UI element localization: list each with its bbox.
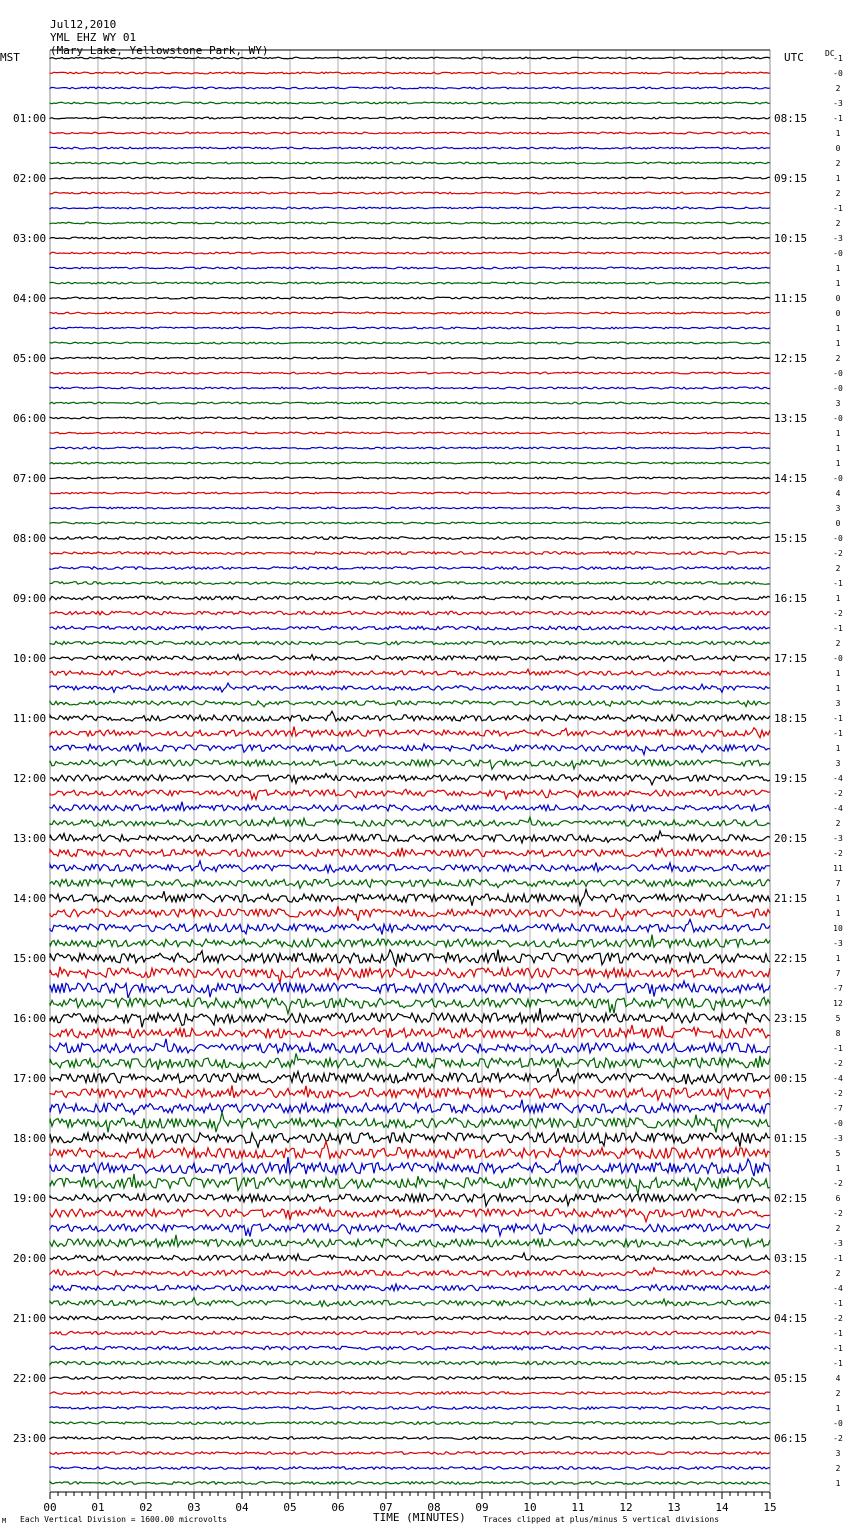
trace-line (50, 1407, 770, 1410)
utc-hour-label: 17:15 (774, 652, 808, 665)
trace-line (50, 1207, 770, 1222)
dc-offset-label: 7 (835, 879, 841, 888)
trace-line (50, 802, 770, 811)
dc-offset-label: -3 (833, 834, 843, 843)
dc-offset-label: -2 (833, 1209, 843, 1218)
trace-line (50, 950, 770, 966)
trace-line (50, 1085, 770, 1100)
utc-hour-label: 01:15 (774, 1132, 808, 1145)
dc-offset-label: 3 (835, 1449, 841, 1458)
utc-hour-label: 18:15 (774, 712, 808, 725)
trace-line (50, 611, 770, 615)
mark-label: M (2, 1517, 7, 1525)
dc-offset-label: 1 (835, 1404, 841, 1413)
dc-offset-label: -0 (833, 369, 843, 378)
dc-offset-label: 2 (835, 84, 841, 93)
dc-offset-label: 2 (835, 219, 841, 228)
dc-offset-label: -4 (833, 804, 843, 813)
dc-offset-label: -2 (833, 789, 843, 798)
dc-offset-label: -2 (833, 609, 843, 618)
dc-offset-label: 4 (835, 1374, 841, 1383)
trace-line (50, 1284, 770, 1291)
mst-hour-label: 02:00 (13, 172, 47, 185)
trace-line (50, 1298, 770, 1307)
dc-offset-label: -1 (833, 1044, 843, 1053)
trace-line (50, 432, 770, 434)
dc-offset-label: -3 (833, 99, 843, 108)
dc-offset-label: 0 (835, 519, 841, 528)
trace-line (50, 567, 770, 570)
dc-offset-label: 1 (835, 459, 841, 468)
trace-line (50, 522, 770, 524)
trace-line (50, 789, 770, 799)
x-tick-label: 15 (763, 1501, 777, 1514)
dc-offset-label: 2 (835, 639, 841, 648)
x-tick-label: 00 (43, 1501, 57, 1514)
dc-offset-label: -1 (833, 1359, 843, 1368)
utc-hour-label: 06:15 (774, 1432, 808, 1445)
dc-offset-label: -7 (833, 1104, 843, 1113)
dc-offset-label: -2 (833, 1434, 843, 1443)
dc-offset-label: -3 (833, 1239, 843, 1248)
trace-line (50, 1316, 770, 1320)
dc-offset-label: 3 (835, 504, 841, 513)
dc-offset-label: 0 (835, 294, 841, 303)
x-tick-label: 11 (571, 1501, 585, 1514)
utc-hour-label: 16:15 (774, 592, 808, 605)
dc-offset-label: 1 (835, 1479, 841, 1488)
utc-hour-label: 14:15 (774, 472, 808, 485)
mst-hour-label: 13:00 (13, 832, 47, 845)
x-axis-title: TIME (MINUTES) (373, 1511, 466, 1524)
trace-line (50, 1025, 770, 1038)
mst-hour-label: 01:00 (13, 112, 47, 125)
trace-line (50, 252, 770, 254)
trace-line (50, 1235, 770, 1247)
dc-offset-label: 1 (835, 1164, 841, 1173)
x-tick-label: 04 (235, 1501, 249, 1514)
mst-hour-label: 04:00 (13, 292, 47, 305)
trace-line (50, 774, 770, 785)
trace-line (50, 701, 770, 707)
mst-hour-label: 23:00 (13, 1432, 47, 1445)
trace-line (50, 447, 770, 449)
dc-offset-label: -0 (833, 534, 843, 543)
trace-line (50, 492, 770, 494)
trace-line (50, 1253, 770, 1261)
trace-line (50, 402, 770, 404)
trace-line (50, 760, 770, 769)
utc-hour-label: 04:15 (774, 1312, 808, 1325)
dc-offset-label: -2 (833, 849, 843, 858)
trace-line (50, 222, 770, 224)
trace-line (50, 817, 770, 826)
mst-hour-label: 03:00 (13, 232, 47, 245)
dc-offset-label: -2 (833, 1179, 843, 1188)
trace-line (50, 192, 770, 194)
trace-line (50, 417, 770, 419)
dc-offset-label: -1 (833, 714, 843, 723)
trace-line (50, 848, 770, 857)
trace-line (50, 582, 770, 585)
dc-offset-label: -4 (833, 1284, 843, 1293)
dc-offset-label: -0 (833, 474, 843, 483)
x-tick-label: 07 (379, 1501, 393, 1514)
trace-line (50, 1268, 770, 1277)
utc-hour-label: 02:15 (774, 1192, 808, 1205)
mst-hour-label: 09:00 (13, 592, 47, 605)
trace-line (50, 861, 770, 873)
trace-line (50, 1467, 770, 1470)
trace-line (50, 1174, 770, 1194)
dc-offset-label: -1 (833, 729, 843, 738)
dc-offset-label: -1 (833, 1254, 843, 1263)
dc-offset-label: 2 (835, 564, 841, 573)
utc-hour-label: 03:15 (774, 1252, 808, 1265)
right-axis-title: UTC (784, 51, 804, 64)
dc-offset-label: 10 (833, 924, 843, 933)
dc-offset-label: -0 (833, 1119, 843, 1128)
dc-offset-label: 1 (835, 279, 841, 288)
trace-line (50, 1157, 770, 1176)
trace-line (50, 147, 770, 149)
mst-hour-label: 20:00 (13, 1252, 47, 1265)
trace-line (50, 1437, 770, 1440)
dc-offset-label: -1 (833, 1299, 843, 1308)
utc-hour-label: 20:15 (774, 832, 808, 845)
trace-line (50, 889, 770, 905)
dc-offset-label: 1 (835, 324, 841, 333)
utc-hour-label: 05:15 (774, 1372, 808, 1385)
dc-offset-label: -0 (833, 1419, 843, 1428)
location-label: (Mary Lake, Yellowstone Park, WY) (50, 44, 269, 57)
trace-line (50, 981, 770, 998)
mst-hour-label: 05:00 (13, 352, 47, 365)
utc-hour-label: 21:15 (774, 892, 808, 905)
trace-line (50, 919, 770, 934)
dc-offset-label: 0 (835, 144, 841, 153)
trace-line (50, 1133, 770, 1148)
x-tick-label: 13 (667, 1501, 681, 1514)
dc-offset-label: -2 (833, 1089, 843, 1098)
utc-hour-label: 22:15 (774, 952, 808, 965)
trace-line (50, 507, 770, 509)
dc-offset-label: 1 (835, 894, 841, 903)
trace-line (50, 162, 770, 164)
trace-line (50, 1361, 770, 1365)
dc-offset-label: 1 (835, 954, 841, 963)
utc-hour-label: 15:15 (774, 532, 808, 545)
dc-offset-label: -0 (833, 654, 843, 663)
dc-offset-label: 3 (835, 699, 841, 708)
trace-line (50, 462, 770, 464)
trace-line (50, 267, 770, 269)
trace-line (50, 387, 770, 389)
dc-offset-label: -0 (833, 249, 843, 258)
utc-hour-label: 08:15 (774, 112, 808, 125)
dc-offset-label: -1 (833, 579, 843, 588)
dc-offset-label: 2 (835, 354, 841, 363)
trace-line (50, 1346, 770, 1350)
dc-offset-label: 5 (835, 1149, 841, 1158)
dc-offset-label: -0 (833, 384, 843, 393)
utc-hour-label: 13:15 (774, 412, 808, 425)
dc-offset-label: -1 (833, 1329, 843, 1338)
mst-hour-label: 22:00 (13, 1372, 47, 1385)
utc-hour-label: 19:15 (774, 772, 808, 785)
dc-offset-label: 2 (835, 1464, 841, 1473)
trace-line (50, 669, 770, 676)
dc-offset-label: -1 (833, 1344, 843, 1353)
dc-offset-label: -1 (833, 54, 843, 63)
seismic-traces (50, 57, 770, 1484)
dc-offset-label: 4 (835, 489, 841, 498)
x-tick-label: 06 (331, 1501, 345, 1514)
dc-offset-label: 1 (835, 669, 841, 678)
dc-offset-label: 1 (835, 429, 841, 438)
trace-line (50, 1482, 770, 1485)
dc-offset-label: 11 (833, 864, 843, 873)
dc-offset-label: 1 (835, 174, 841, 183)
trace-line (50, 237, 770, 239)
x-tick-label: 14 (715, 1501, 729, 1514)
dc-offset-label: -3 (833, 939, 843, 948)
dc-offset-label: 3 (835, 399, 841, 408)
mst-hour-label: 10:00 (13, 652, 47, 665)
trace-line (50, 1053, 770, 1069)
dc-offset-label: 2 (835, 1224, 841, 1233)
trace-line (50, 372, 770, 374)
trace-line (50, 596, 770, 600)
dc-offset-label: 2 (835, 819, 841, 828)
utc-hour-label: 11:15 (774, 292, 808, 305)
mst-hour-label: 19:00 (13, 1192, 47, 1205)
dc-offset-label: 5 (835, 1014, 841, 1023)
trace-line (50, 117, 770, 119)
dc-offset-label: 1 (835, 684, 841, 693)
dc-offset-label: 0 (835, 309, 841, 318)
mst-hour-label: 18:00 (13, 1132, 47, 1145)
trace-line (50, 1331, 770, 1335)
clip-note: Traces clipped at plus/minus 5 vertical divisions (483, 1515, 720, 1524)
dc-title: DC (825, 49, 835, 58)
trace-line (50, 743, 770, 755)
trace-line (50, 312, 770, 314)
mst-hour-label: 21:00 (13, 1312, 47, 1325)
trace-line (50, 1039, 770, 1053)
dc-offset-label: 2 (835, 189, 841, 198)
trace-line (50, 906, 770, 921)
utc-hour-label: 09:15 (774, 172, 808, 185)
trace-line (50, 1008, 770, 1027)
trace-line (50, 711, 770, 721)
trace-line (50, 537, 770, 540)
dc-offset-label: 1 (835, 339, 841, 348)
dc-offset-label: 2 (835, 159, 841, 168)
dc-offset-label: 1 (835, 594, 841, 603)
dc-offset-label: 1 (835, 264, 841, 273)
utc-hour-label: 00:15 (774, 1072, 808, 1085)
dc-offset-label: 1 (835, 129, 841, 138)
trace-line (50, 641, 770, 645)
x-tick-label: 10 (523, 1501, 537, 1514)
mst-hour-label: 06:00 (13, 412, 47, 425)
trace-line (50, 967, 770, 984)
dc-offset-label: -2 (833, 1059, 843, 1068)
trace-line (50, 72, 770, 74)
dc-offset-label: -0 (833, 414, 843, 423)
trace-line (50, 132, 770, 134)
trace-line (50, 1223, 770, 1236)
trace-line (50, 87, 770, 89)
trace-line (50, 1392, 770, 1395)
trace-line (50, 1452, 770, 1455)
trace-line (50, 1194, 770, 1206)
mst-hour-label: 12:00 (13, 772, 47, 785)
trace-line (50, 552, 770, 555)
left-axis-title: MST (0, 51, 20, 64)
dc-offset-label: -1 (833, 114, 843, 123)
trace-line (50, 1377, 770, 1380)
trace-line (50, 1142, 770, 1159)
mst-hour-label: 16:00 (13, 1012, 47, 1025)
x-tick-label: 05 (283, 1501, 297, 1514)
trace-line (50, 207, 770, 209)
dc-offset-label: 2 (835, 1269, 841, 1278)
mst-hour-label: 11:00 (13, 712, 47, 725)
trace-line (50, 1100, 770, 1115)
dc-offset-label: -1 (833, 624, 843, 633)
trace-line (50, 727, 770, 738)
trace-line (50, 1422, 770, 1425)
dc-offset-label: 1 (835, 444, 841, 453)
dc-offset-label: 3 (835, 759, 841, 768)
utc-hour-label: 12:15 (774, 352, 808, 365)
dc-offset-label: 7 (835, 969, 841, 978)
mst-hour-label: 17:00 (13, 1072, 47, 1085)
trace-line (50, 831, 770, 843)
mst-hour-label: 14:00 (13, 892, 47, 905)
trace-line (50, 935, 770, 948)
trace-line (50, 357, 770, 359)
time-grid (50, 50, 770, 1491)
trace-line (50, 655, 770, 662)
dc-offset-label: -0 (833, 69, 843, 78)
trace-line (50, 879, 770, 888)
x-tick-label: 01 (91, 1501, 105, 1514)
dc-offset-label: 1 (835, 744, 841, 753)
dc-offset-label: -4 (833, 1074, 843, 1083)
dc-offset-label: -1 (833, 204, 843, 213)
dc-offset-label: -4 (833, 774, 843, 783)
scale-note: Each Vertical Division = 1600.00 microvolts (20, 1515, 228, 1524)
dc-offset-label: -2 (833, 549, 843, 558)
mst-hour-label: 08:00 (13, 532, 47, 545)
trace-line (50, 327, 770, 329)
trace-line (50, 997, 770, 1014)
trace-line (50, 57, 770, 59)
mst-hour-label: 07:00 (13, 472, 47, 485)
trace-line (50, 177, 770, 179)
x-tick-label: 03 (187, 1501, 201, 1514)
dc-offset-label: -2 (833, 1314, 843, 1323)
trace-line (50, 477, 770, 479)
trace-line (50, 683, 770, 692)
dc-offset-label: 2 (835, 1389, 841, 1398)
trace-line (50, 1068, 770, 1084)
dc-offset-label: 1 (835, 909, 841, 918)
trace-line (50, 282, 770, 284)
dc-offset-label: -3 (833, 234, 843, 243)
x-tick-label: 08 (427, 1501, 441, 1514)
trace-line (50, 626, 770, 630)
x-tick-label: 09 (475, 1501, 489, 1514)
trace-line (50, 1112, 770, 1132)
trace-line (50, 102, 770, 104)
utc-hour-label: 23:15 (774, 1012, 808, 1025)
utc-hour-label: 10:15 (774, 232, 808, 245)
x-tick-label: 12 (619, 1501, 633, 1514)
date-label: Jul12,2010 (50, 18, 117, 31)
dc-offset-label: -7 (833, 984, 843, 993)
trace-line (50, 297, 770, 299)
x-tick-label: 02 (139, 1501, 153, 1514)
trace-line (50, 342, 770, 344)
mst-hour-label: 15:00 (13, 952, 47, 965)
station-label: YML EHZ WY 01 (50, 31, 137, 44)
dc-offset-label: 12 (833, 999, 843, 1008)
dc-offset-label: 8 (835, 1029, 841, 1038)
dc-offset-label: 6 (835, 1194, 841, 1203)
dc-offset-label: -3 (833, 1134, 843, 1143)
